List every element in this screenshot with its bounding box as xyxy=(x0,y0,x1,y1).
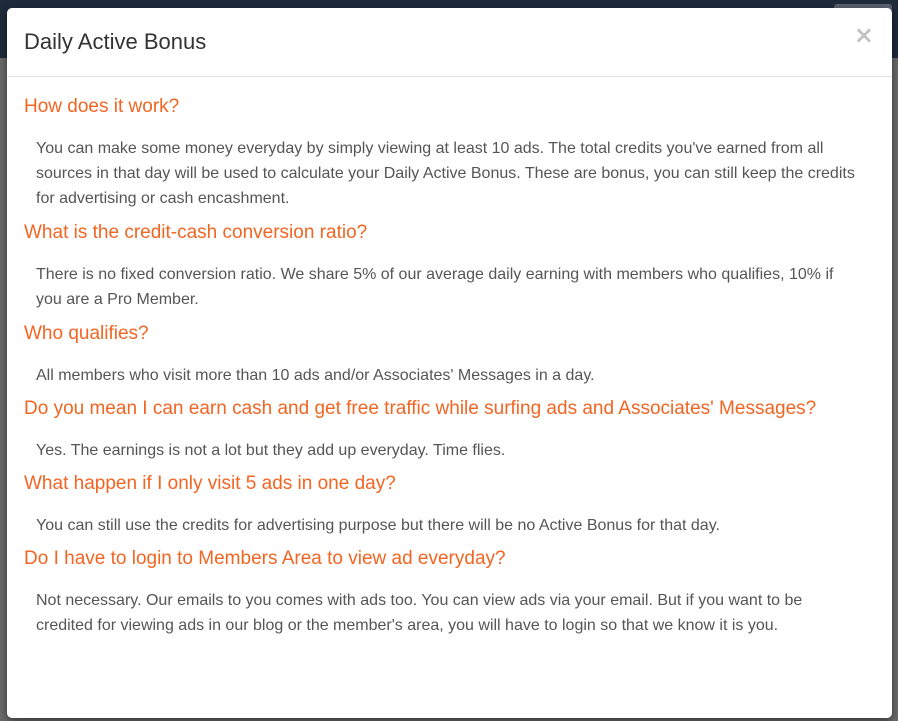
faq-item xyxy=(24,472,875,538)
close-button[interactable]: × xyxy=(853,21,874,49)
faq-item xyxy=(24,397,875,463)
faq-answer: You can still use the credits for advertising purpose but there will be no Active Bonus for that day. xyxy=(36,517,720,534)
faq-item xyxy=(24,95,875,211)
modal-title: Daily Active Bonus xyxy=(24,29,207,54)
modal-header xyxy=(7,8,892,77)
faq-item xyxy=(24,322,875,388)
faq-question: How does it work? xyxy=(24,96,180,117)
daily-active-bonus-modal xyxy=(7,8,892,718)
faq-question: Do you mean I can earn cash and get free traffic while surfing ads and Associates' Messages? xyxy=(24,398,817,419)
faq-question: Who qualifies? xyxy=(24,323,149,344)
faq-answer: You can make some money everyday by simply viewing at least 10 ads. The total credits you've earned from all sources in that day will be used to calculate your Daily Active Bonus. These are bonus, you can still keep the credits for advertising or cash encashment. xyxy=(36,140,855,207)
faq-item xyxy=(24,221,875,312)
modal-body xyxy=(7,77,892,638)
faq-question: What happen if I only visit 5 ads in one day? xyxy=(24,473,396,494)
faq-question: What is the credit-cash conversion ratio? xyxy=(24,222,368,243)
faq-answer: There is no fixed conversion ratio. We share 5% of our average daily earning with members who qualifies, 10% if you are a Pro Member. xyxy=(36,266,834,308)
faq-question: Do I have to login to Members Area to view ad everyday? xyxy=(24,548,506,569)
faq-item xyxy=(24,547,875,638)
faq-answer: Yes. The earnings is not a lot but they add up everyday. Time flies. xyxy=(36,442,506,459)
faq-answer: Not necessary. Our emails to you comes with ads too. You can view ads via your email. But if you want to be credited for viewing ads in our blog or the member's area, you will have to login so that we know it is you. xyxy=(36,592,803,634)
faq-answer: All members who visit more than 10 ads and/or Associates' Messages in a day. xyxy=(36,367,595,384)
